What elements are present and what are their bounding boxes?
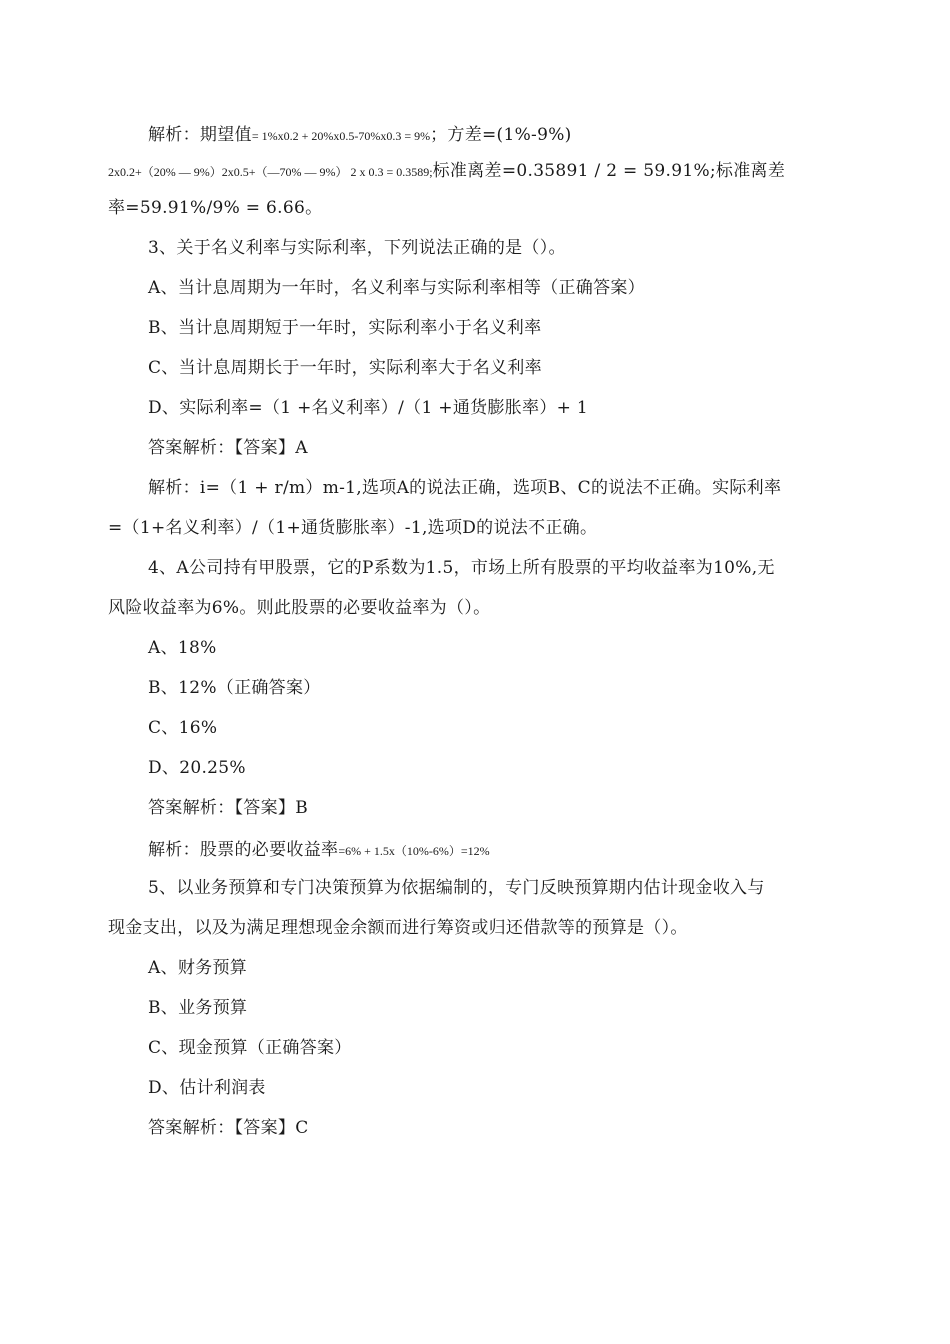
q4-question-line-1: 4、A公司持有甲股票，它的P系数为1.5，市场上所有股票的平均收益率为10%,无	[148, 558, 775, 578]
q4-answer: 答案解析：【答案】B	[148, 798, 308, 818]
q3-option-c: C、当计息周期长于一年时，实际利率大于名义利率	[148, 358, 542, 378]
q5-option-c: C、现金预算（正确答案）	[148, 1038, 352, 1058]
q2-variance-label: ；方差=(1%-9%)	[430, 125, 572, 145]
q2-analysis-line-1	[148, 123, 572, 148]
q3-option-d: D、实际利率=（1 +名义利率）/（1 +通货膨胀率）+ 1	[148, 398, 588, 418]
q4-question-line-2: 风险收益率为6%。则此股票的必要收益率为（）。	[108, 598, 491, 618]
q5-option-b: B、业务预算	[148, 998, 248, 1018]
q2-expected-value-formula: = 1%x0.2 + 20%x0.5-70%x0.3 = 9%	[251, 129, 431, 143]
q5-answer: 答案解析：【答案】C	[148, 1118, 309, 1138]
q4-option-d: D、20.25%	[148, 758, 246, 778]
q5-question-line-1: 5、以业务预算和专门决策预算为依据编制的，专门反映预算期内估计现金收入与	[148, 878, 765, 898]
q5-question-line-2: 现金支出，以及为满足理想现金余额而进行筹资或归还借款等的预算是（）。	[108, 918, 688, 938]
q2-analysis-line-3: 率=59.91%/9% = 6.66。	[108, 198, 323, 218]
q4-analysis	[148, 838, 490, 863]
q2-analysis-label: 解析：期望值	[148, 125, 252, 145]
q4-analysis-formula: =6% + 1.5x（10%-6%）=12%	[338, 844, 490, 858]
q3-option-b: B、当计息周期短于一年时，实际利率小于名义利率	[148, 318, 542, 338]
q3-answer: 答案解析：【答案】A	[148, 438, 308, 458]
q4-option-c: C、16%	[148, 718, 218, 738]
q3-option-a: A、当计息周期为一年时，名义利率与实际利率相等（正确答案）	[148, 278, 645, 298]
q3-analysis-line-1: 解析：i=（1 + r/m）m-1,选项A的说法正确，选项B、C的说法不正确。实际利率	[148, 478, 782, 498]
q4-option-b: B、12%（正确答案）	[148, 678, 321, 698]
q2-analysis-line-2	[108, 159, 785, 184]
q4-analysis-label: 解析：股票的必要收益率	[148, 840, 339, 860]
q3-question: 3、关于名义利率与实际利率，下列说法正确的是（）。	[148, 238, 566, 258]
q5-option-d: D、估计利润表	[148, 1078, 266, 1098]
q5-option-a: A、财务预算	[148, 958, 248, 978]
q4-option-a: A、18%	[148, 638, 217, 658]
q2-std-dev-text: 标准离差=0.35891 / 2 = 59.91%;标准离差	[432, 161, 786, 181]
q3-analysis-line-2: =（1+名义利率）/（1+通货膨胀率）-1,选项D的说法不正确。	[108, 518, 598, 538]
q2-variance-formula: 2x0.2+（20% — 9%）2x0.5+（—70% — 9%） 2 x 0.3 = 0.3589;	[108, 165, 433, 179]
